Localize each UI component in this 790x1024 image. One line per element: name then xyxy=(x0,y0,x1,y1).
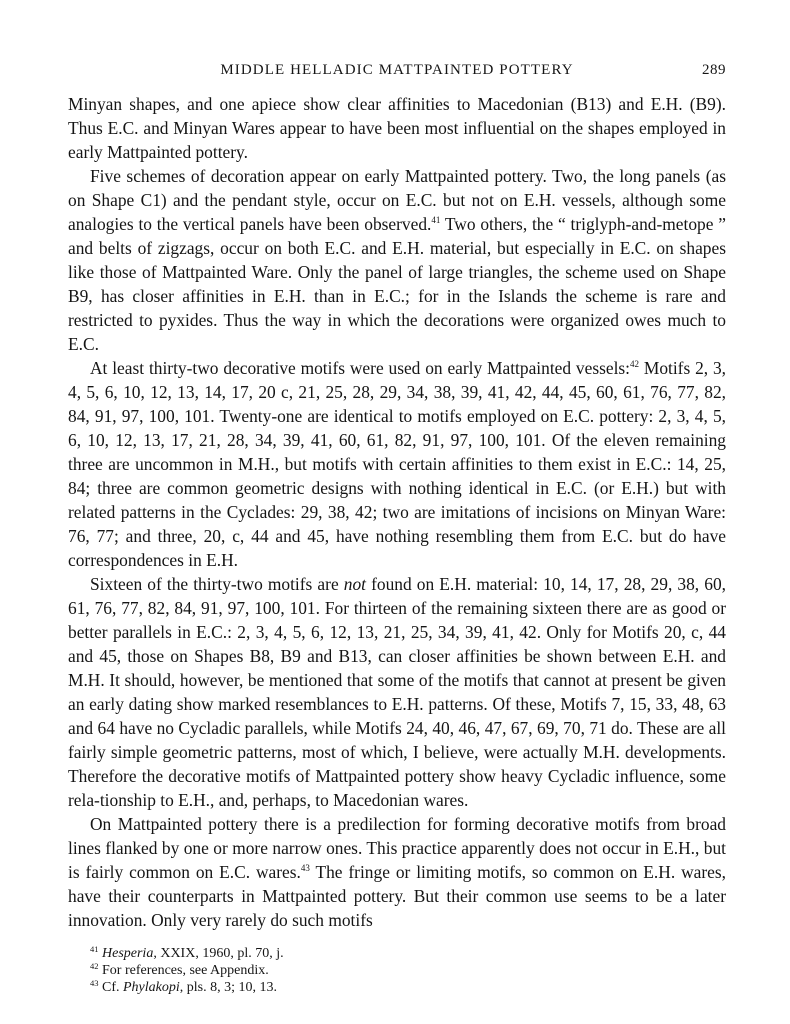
text-run: The fringe or limiting motifs, so common on E.H. wares, have their counterparts in Mattpainted pottery. But their common use seems to be a later innovation. Only very rarely do such motifs xyxy=(68,862,726,930)
running-head xyxy=(68,62,726,86)
running-title: MIDDLE HELLADIC MATTPAINTED POTTERY xyxy=(220,62,574,78)
footnote-mark: 41 xyxy=(90,944,99,954)
text-run: Minyan shapes, and one apiece show clear affinities to Macedonian (B13) and E.H. (B9). Thus E.C. and Minyan Wares appear to have been most influential on the shapes employed in early Mattpainted pottery. xyxy=(68,94,726,162)
text-run: Two others, the “ triglyph-and-metope ” and belts of zigzags, occur on both E.C. and E.H. material, but especially in E.C. on shapes like those of Mattpainted Ware. Only the panel of large triangles, the scheme used on Shape B9, has closer affinities in E.H. than in E.C.; for in the Islands the scheme is rare and restricted to pyxides. Thus the way in which the decorations were organized owes much to E.C. xyxy=(68,214,726,354)
body-paragraph xyxy=(68,572,726,812)
text-run: For references, see Appendix. xyxy=(102,963,269,978)
footnote-mark: 42 xyxy=(90,961,99,971)
italic-text: not xyxy=(343,574,366,594)
text-run: Motifs 2, 3, 4, 5, 6, 10, 12, 13, 14, 17, 20 c, 21, 25, 28, 29, 34, 38, 39, 41, 42, 44, 45, 60, 61, 76, 77, 82, 84, 91, 97, 100, 101. Twenty-one are identical to motifs employed on E.C. pottery: 2, 3, 4, 5, 6, 10, 12, 13, 17, 21, 28, 34, 39, 41, 60, 61, 82, 91, 97, 100, 101. Of the eleven remaining three are uncommon in M.H., but motifs with certain affinities to them exist in E.C.: 14, 25, 84; three are common geometric designs with nothing identical in E.C. (or E.H.) but with related patterns in the Cyclades: 29, 38, 42; two are imitations of incisions on Minyan Ware: 76, 77; and three, 20, c, 44 and 45, have nothing resembling them from E.C. but do have correspondences in E.H. xyxy=(68,358,727,570)
footnote-reference[interactable]: 41 xyxy=(431,215,441,225)
footnote-reference[interactable]: 43 xyxy=(300,863,310,873)
italic-text: Hesperia xyxy=(102,946,154,961)
text-run: Five schemes of decoration appear on early Mattpainted pottery. Two, the long panels (as on Shape C1) and the pendant style, occur on E.C. but not on E.H. vessels, although some analogies to the vertical panels have been observed. xyxy=(68,166,726,234)
text-run: Cf. xyxy=(102,980,123,995)
footnote-reference[interactable]: 42 xyxy=(630,359,640,369)
footnote-mark: 43 xyxy=(90,978,99,988)
text-run: At least thirty-two decorative motifs were used on early Mattpainted vessels: xyxy=(90,358,631,378)
body-paragraph xyxy=(68,812,726,932)
text-run: Sixteen of the thirty-two motifs are xyxy=(90,574,344,594)
page-number: 289 xyxy=(702,62,726,78)
italic-text: Phylakopi xyxy=(123,980,180,995)
body-paragraph xyxy=(68,356,726,572)
text-run: found on E.H. material: 10, 14, 17, 28, 29, 38, 60, 61, 76, 77, 82, 84, 91, 97, 100, 101. For thirteen of the remaining sixteen there are as good or better parallels in E.C.: 2, 3, 4, 5, 6, 12, 13, 21, 25, 34, 39, 41, 42. Only for Motifs 20, c, 44 and 45, those on Shapes B8, B9 and B13, can closer affinities be shown between E.H. and M.H. It should, however, be mentioned that some of the motifs that cannot at present be given an early dating show marked resemblances to E.H. patterns. Of these, Motifs 7, 15, 33, 48, 63 and 64 have no Cycladic parallels, while Motifs 24, 40, 46, 47, 67, 69, 70, 71 do. These are all fairly simple geometric patterns, most of which, I believe, were actually M.H. developments. Therefore the decorative motifs of Mattpainted pottery show heavy Cycladic influence, some rela-tionship to E.H., and, perhaps, to Macedonian wares. xyxy=(68,574,726,810)
text-run: , pls. 8, 3; 10, 13. xyxy=(179,980,277,995)
footnote xyxy=(90,945,726,962)
body-paragraph xyxy=(68,164,726,356)
text-run: On Mattpainted pottery there is a predilection for forming decorative motifs from broad lines flanked by one or more narrow ones. This practice apparently does not occur in E.H., but is fairly common on E.C. wares. xyxy=(68,814,726,882)
footnote xyxy=(90,962,726,979)
footnote xyxy=(90,979,726,996)
body-paragraph xyxy=(68,92,726,164)
text-run: , XXIX, 1960, pl. 70, j. xyxy=(153,946,284,961)
body-text xyxy=(68,92,726,932)
footnotes xyxy=(68,945,726,996)
